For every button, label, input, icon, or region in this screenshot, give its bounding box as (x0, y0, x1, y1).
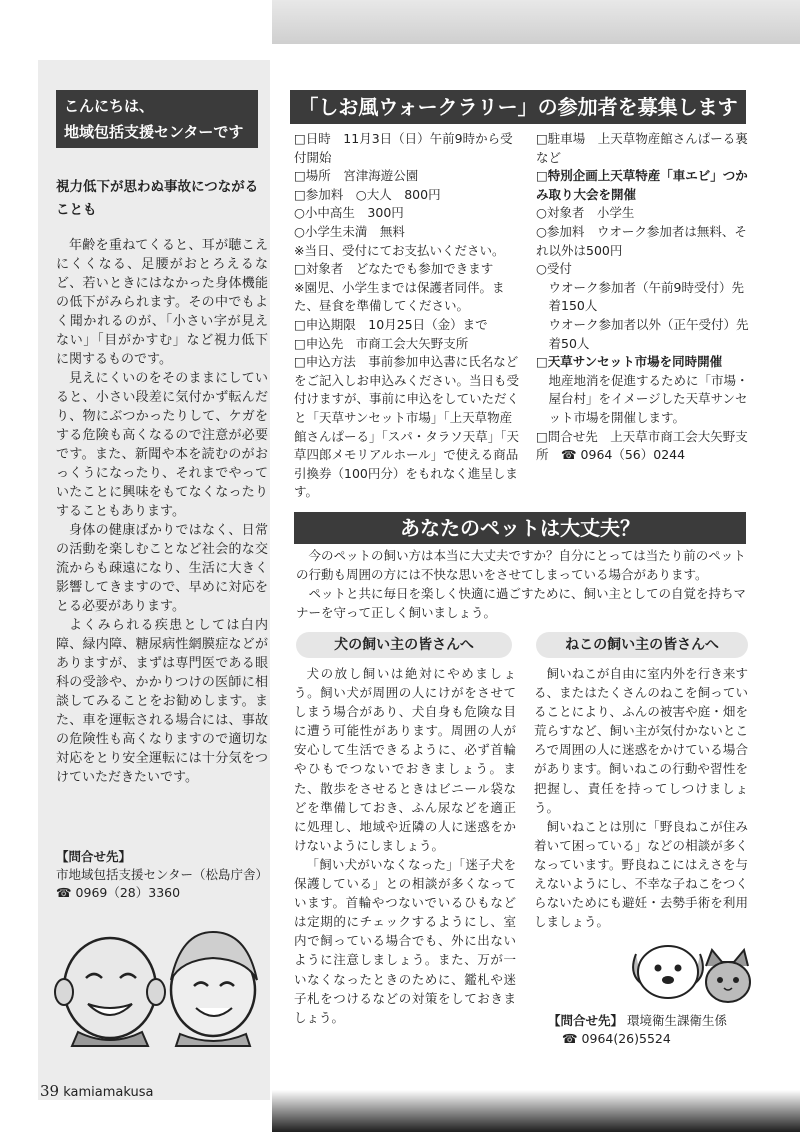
walk-rally-column-1 (294, 130, 520, 502)
elderly-woman-face (171, 932, 257, 1046)
paragraph: ペットと共に毎日を楽しく快適に過ごすために、飼い主としての自覚を持ちマナーを守って正しく飼いましょう。 (296, 586, 747, 620)
paragraph: 見えにくいのをそのままにしていると、小さい段差に気付かず転んだり、物にぶつかったりして、ケガをする危険も高くなるので注意が必要です。また、新聞や本を読むのがおっくうになったり、それまでやっていたことに興味をもてなくなったりすることもあります。 (56, 371, 268, 519)
header-line-1: こんにちは、 (64, 97, 155, 115)
elderly-man-face (55, 938, 165, 1046)
dog-icon (633, 946, 703, 998)
list-item: ※園児、小学生までは保護者同伴。また、昼食を準備してください。 (294, 279, 505, 314)
list-item: □駐車場 上天草物産館さんぱーる裏など (536, 131, 748, 165)
paragraph: 飼いねこが自由に室内外を行き来する、またはたくさんのねこを飼っていることにより、ふんの被害や庭・畑を荒らすなど、飼い主が気付かないところで周囲の人に迷惑をかけている場合があります。飼いねこの行動や習性を把握し、責任を持ってしつけましょう。 (534, 666, 748, 815)
list-item: □対象者 どなたでも参加できます (294, 261, 494, 277)
list-item: ○受付 (536, 261, 572, 277)
list-item: 地産地消を促進するために「市場・屋台村」をイメージした天草サンセット市場を開催します。 (548, 372, 749, 425)
list-item: □天草サンセット市場を同時開催 (536, 354, 723, 370)
title-line-2: ことも (56, 202, 97, 218)
paragraph: 年齢を重ねてくると、耳が聴こえにくくなる、足腰がおとろえるなど、若いときにはなかった身体機能の低下がみられます。その中でもよく聞かれるのが、「小さい字が見えない」「目がかすむ」など視力低下に関するものです。 (56, 238, 268, 367)
list-item: □問合せ先 上天草市商工会大矢野支所 ☎ 0964（56）0244 (536, 428, 748, 463)
list-item: □日時 11月3日（日）午前9時から受付開始 (294, 131, 513, 165)
center-inquiry (56, 848, 268, 902)
list-item: □申込方法 事前参加申込書に氏名などをご記入しお申込みください。当日も受付けますが、事前に申込をしていただくと「天草サンセット市場」「上天草物産館さんぱーる」「スパ・タラソ天草」「天草四郎メモリアルホール」で使える商品引換券（100円分）をもれなく進呈します。 (294, 354, 520, 500)
top-gray-band (272, 0, 800, 44)
list-item: ウオーク参加者以外（正午受付）先着50人 (548, 316, 749, 351)
inquiry-label: 【問合せ先】 (56, 849, 132, 864)
list-item: □参加料 ○大人 800円 (294, 186, 441, 202)
inquiry-org: 環境衛生課衛生係 (627, 1013, 728, 1028)
list-item: □申込先 市商工会大矢野支所 (294, 335, 469, 351)
paragraph: 今のペットの飼い方は本当に大丈夫ですか？自分にとっては当たり前のペットの行動も周囲の方には不快な思いをさせてしまっている場合があります。 (296, 548, 746, 582)
pet-section-title: あなたのペットは大丈夫？ (294, 512, 746, 544)
inquiry-org: 市地域包括支援センター（松島庁舎） (56, 867, 269, 882)
list-item: ○小中高生 300円 (294, 205, 404, 221)
list-item: ○小学生未満 無料 (294, 223, 405, 239)
header-line-2: 地域包括支援センターです (64, 123, 244, 141)
list-item: □申込期限 10月25日（金）まで (294, 316, 488, 332)
elderly-couple-illustration (48, 900, 268, 1050)
paragraph: 身体の健康ばかりではなく、日常の活動を楽しむことなど社会的な交流からも疎遠になり、生活に大きく影響してきますので、早めに対応をとる必要があります。 (56, 523, 268, 614)
list-item: ウオーク参加者（午前9時受付）先着150人 (548, 279, 744, 314)
dog-owners-heading: 犬の飼い主の皆さんへ (296, 632, 512, 658)
walk-rally-title: 「しお風ウォークラリー」の参加者を募集します (290, 90, 746, 124)
article-body (56, 236, 268, 787)
dog-and-cat-illustration (626, 940, 752, 1006)
title-line-1: 視力低下が思わぬ事故につながる (56, 179, 259, 195)
paragraph: 犬の放し飼いは絶対にやめましょう。飼い犬が周囲の人にけがをさせてしまう場合があり、犬自身も危険な目に遭う可能性があります。周囲の人が安心して生活できるように、必ず首輪やひもでつないでおきましょう。また、散歩をさせるときはビニール袋などを準備しておき、ふん尿などを適正に処理し、地域や近隣の人に迷惑をかけないようにしましょう。 (294, 666, 516, 853)
inquiry-phone: ☎ 0969（28）3360 (56, 885, 181, 900)
paragraph: 飼いねことは別に「野良ねこが住み着いて困っている」などの相談が多くなっています。野良ねこにはえさを与えないようにし、不幸な子ねこをつくらないためにも避妊・去勢手術を利用しましょう。 (534, 818, 748, 930)
cat-owners-text (534, 664, 748, 931)
inquiry-label: 【問合せ先】 (548, 1013, 624, 1028)
paragraph: 「飼い犬がいなくなった」「迷子犬を保護している」との相談が多くなっています。首輪やつないでいるひもなどは定期的にチェックするようにし、室内で飼っている場合でも、外に出ないように注意しましょう。また、万が一いなくなったときのために、鑑札や迷子札をつけるなどの対策をしておきましょう。 (294, 856, 516, 1025)
page-number: 39 (40, 1082, 60, 1100)
list-item: ○参加料 ウオーク参加者は無料、それ以外は500円 (536, 223, 747, 258)
magazine-brand: kamiamakusa (63, 1085, 154, 1100)
list-item: ○対象者 小学生 (536, 205, 635, 221)
pet-intro (296, 546, 748, 622)
list-item: ※当日、受付にてお支払いください。 (294, 242, 505, 258)
cat-icon (706, 950, 750, 1002)
bottom-gradient-band (272, 1090, 800, 1132)
inquiry-phone: ☎ 0964(26)5524 (562, 1031, 671, 1046)
pet-inquiry (548, 1012, 758, 1048)
article-title (56, 176, 266, 222)
dog-owners-text (294, 664, 516, 1027)
list-item: □特別企画上天草特産「車エビ」つかみ取り大会を開催 (536, 168, 748, 202)
paragraph: よくみられる疾患としては白内障、緑内障、糖尿病性網膜症などがありますが、まずは専門医である眼科の受診や、かかりつけの医師に相談してみることをお勧めします。また、車を運転される場合には、事故の危険性も高くなりますので適切な対応をとり安全運転には十分気をつけていただきたいです。 (56, 618, 268, 785)
section-header-center (56, 90, 258, 148)
page-footer (40, 1082, 153, 1100)
walk-rally-column-2 (536, 130, 750, 465)
list-item: □場所 宮津海遊公園 (294, 168, 419, 184)
cat-owners-heading: ねこの飼い主の皆さんへ (536, 632, 748, 658)
